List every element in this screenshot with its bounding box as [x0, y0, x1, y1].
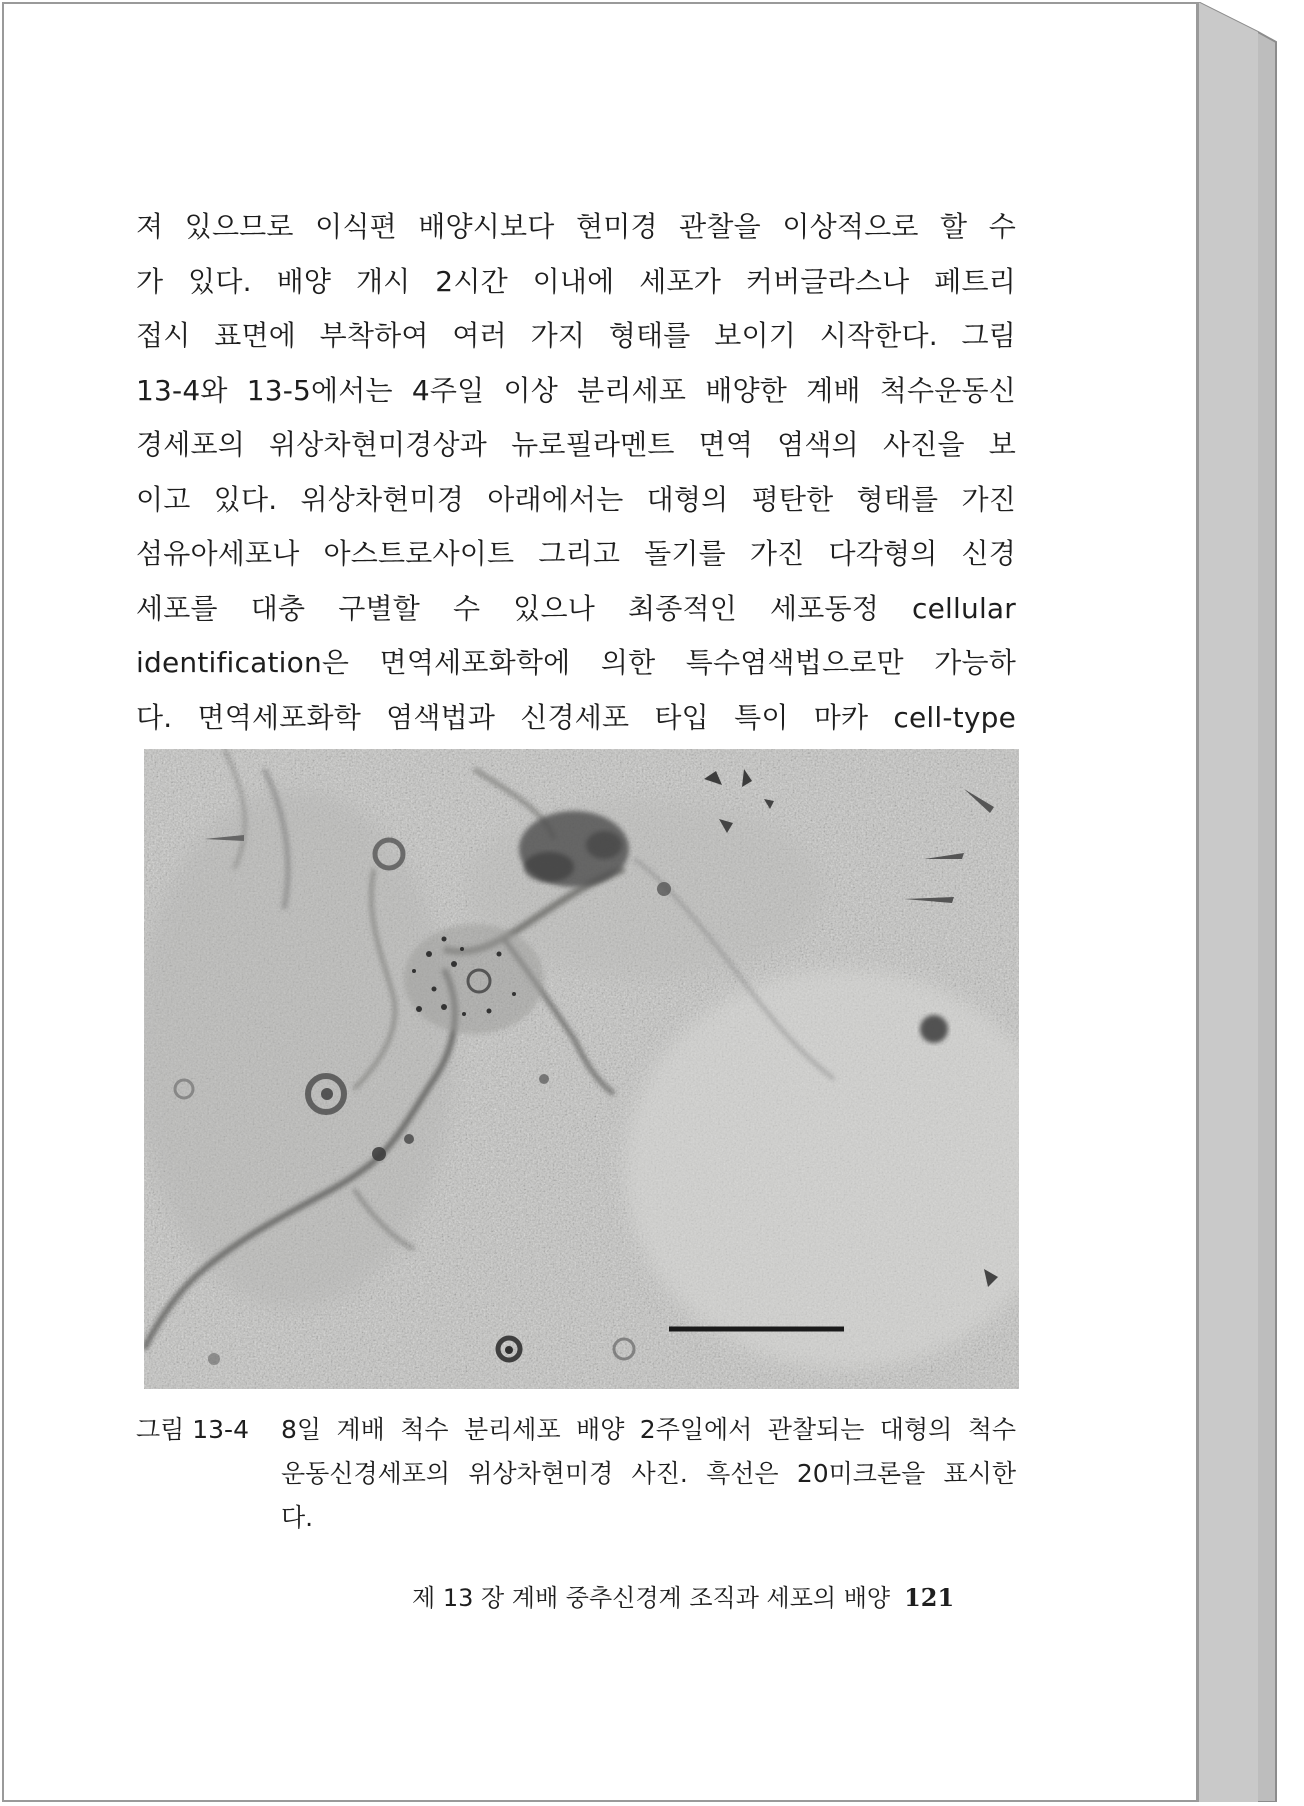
body-line: 다. 면역세포화학 염색법과 신경세포 타입 특이 마카 cell-type — [136, 700, 1016, 734]
body-line: 경세포의 위상차현미경상과 뉴로필라멘트 면역 염색의 사진을 보 — [136, 428, 1016, 461]
neuron-soma — [404, 924, 544, 1034]
body-line: 섬유아세포나 아스트로사이트 그리고 돌기를 가진 다각형의 신경 — [136, 537, 1016, 570]
caption-line: 8일 계배 척수 분리세포 배양 2주일에서 관찰되는 대형의 척수 — [281, 1415, 1016, 1444]
figure-caption-text — [281, 1408, 1016, 1540]
body-line: 13-4와 13-5에서는 4주일 이상 분리세포 배양한 계배 척수운동신 — [136, 373, 1016, 407]
phase-contrast-micrograph — [144, 749, 1019, 1389]
book-spine — [1198, 2, 1278, 1802]
body-line: identification은 면역세포화학에 의한 특수염색법으로만 가능하 — [136, 646, 1016, 679]
body-line: 져 있으므로 이식편 배양시보다 현미경 관찰을 이상적으로 할 수 — [136, 210, 1016, 243]
page-number: 121 — [904, 1583, 955, 1612]
body-line: 이고 있다. 위상차현미경 아래에서는 대형의 평탄한 형태를 가진 — [136, 482, 1016, 516]
chapter-title: 제 13 장 계배 중추신경계 조직과 세포의 배양 — [412, 1584, 891, 1612]
caption-line: 운동신경세포의 위상차현미경 사진. 흑선은 20미크론을 표시한 — [281, 1459, 1016, 1488]
figure-label: 그림 13-4 — [136, 1415, 249, 1444]
micrograph-figure — [144, 749, 1019, 1389]
body-text — [136, 200, 1016, 745]
body-line: 세포를 대충 구별할 수 있으나 최종적인 세포동정 cellular — [136, 591, 1016, 625]
body-line: 접시 표면에 부착하여 여러 가지 형태를 보이기 시작한다. 그림 — [136, 319, 1016, 352]
dark-cell-cluster — [519, 811, 629, 887]
running-footer — [412, 1578, 992, 1613]
body-line: 가 있다. 배양 개시 2시간 이내에 세포가 커버글라스나 페트리 — [136, 264, 1016, 298]
caption-line: 다. — [281, 1503, 314, 1532]
